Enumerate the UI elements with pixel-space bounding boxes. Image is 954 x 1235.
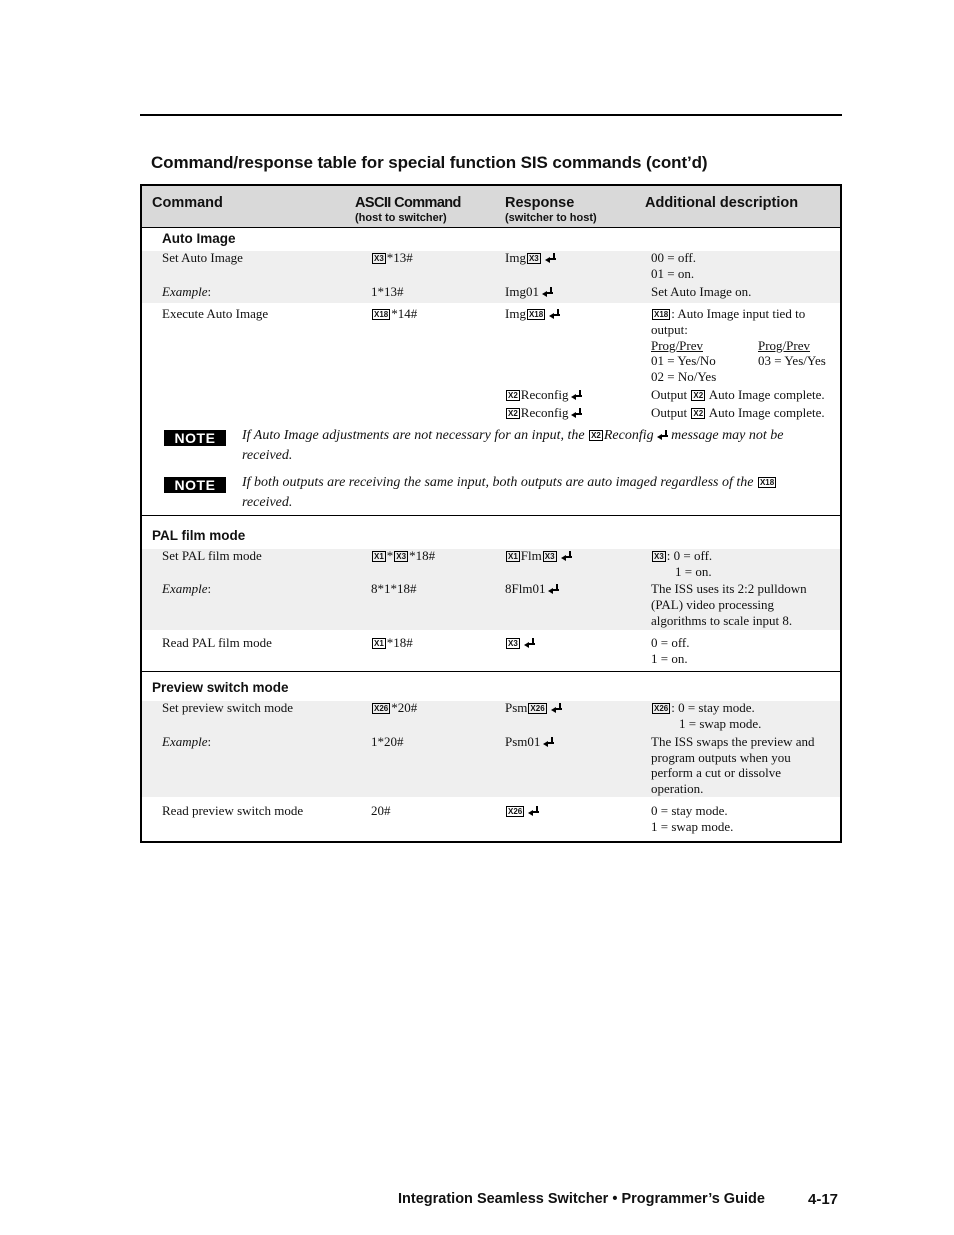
pal-example-response: 8Flm01 [505, 581, 559, 597]
footer-guide-title: Integration Seamless Switcher • Programmer’s Guide [398, 1191, 765, 1207]
read-pal-command: Read PAL film mode [162, 635, 272, 650]
header-response-sub: (switcher to host) [505, 212, 597, 224]
var-x18-box: X18 [654, 310, 669, 319]
psm-example-desc-1: The ISS swaps the preview and [651, 734, 815, 749]
set-pal-response: X1 Flm X3 [505, 548, 572, 564]
note-badge-2: NOTE [164, 477, 226, 493]
header-response: Response [505, 195, 575, 211]
set-pal-command: Set PAL film mode [162, 548, 262, 563]
set-pal-desc-2: 1 = on. [675, 564, 712, 579]
section-divider [142, 515, 840, 516]
psm-example-ascii: 1*20# [371, 734, 404, 749]
var-x2-box: X2 [693, 391, 704, 400]
var-x26-box: X26 [508, 807, 523, 816]
var-x3-box: X3 [528, 254, 539, 263]
var-x1-box: X1 [374, 552, 384, 561]
set-auto-image-desc-2: 01 = on. [651, 266, 695, 281]
return-icon [571, 390, 582, 399]
return-icon [571, 408, 582, 417]
pal-example-desc-2: (PAL) video processing [651, 597, 775, 612]
read-psm-response [505, 803, 539, 819]
set-pal-desc-1: X3 : 0 = off. [654, 548, 713, 563]
prog-prev-01: 01 = Yes/No [651, 353, 716, 368]
section-auto-image: Auto Image [162, 231, 236, 246]
execute-auto-image-desc-1: X18 : Auto Image input tied to [654, 306, 806, 321]
note-text-2: If both outputs are receiving the same input, both outputs are auto imaged regardless of the X18 received. [242, 475, 775, 510]
prog-prev-label-left: Prog/Prev [651, 338, 703, 353]
section-pal-film-mode: PAL film mode [152, 528, 246, 543]
return-icon [561, 551, 572, 560]
var-x2-box: X2 [508, 409, 518, 418]
var-x26-box: X26 [374, 704, 389, 713]
header-command: Command [152, 195, 223, 211]
set-psm-command: Set preview switch mode [162, 700, 294, 715]
execute-auto-image-response: Img X18 [505, 306, 560, 322]
return-icon [549, 309, 560, 318]
return-icon [524, 638, 535, 647]
var-x18-box: X18 [759, 478, 775, 487]
return-icon [542, 287, 553, 296]
set-psm-desc-2: 1 = swap mode. [679, 716, 762, 731]
prog-prev-03: 03 = Yes/Yes [758, 353, 826, 368]
var-x2-box: X2 [591, 431, 601, 440]
command-table [140, 184, 842, 843]
read-psm-command: Read preview switch mode [162, 803, 304, 818]
reconfig-response-2: X2 Reconfig [505, 405, 582, 421]
execute-auto-image-ascii: X18 *14# [374, 306, 418, 321]
return-icon [543, 737, 554, 746]
reconfig-response-1: X2 Reconfig [505, 387, 582, 403]
prog-prev-label-right: Prog/Prev [758, 338, 810, 353]
var-x3-box: X3 [374, 254, 384, 263]
set-auto-image-desc-1: 00 = off. [651, 250, 697, 265]
read-pal-response [505, 635, 535, 651]
return-icon [548, 584, 559, 593]
return-icon [657, 430, 668, 439]
page-number: 4-17 [808, 1191, 839, 1208]
note-badge-1: NOTE [164, 430, 226, 446]
var-x1-box: X1 [374, 639, 384, 648]
psm-example-desc-4: operation. [651, 781, 704, 796]
read-psm-ascii: 20# [371, 803, 391, 818]
section-divider [142, 671, 840, 672]
pal-example-desc-1: The ISS uses its 2:2 pulldown [651, 581, 807, 596]
read-pal-desc-2: 1 = on. [651, 651, 688, 666]
example-response: Img01 [505, 284, 553, 300]
var-x3-box: X3 [654, 552, 664, 561]
var-x2-box: X2 [508, 391, 518, 400]
var-x2-box: X2 [693, 409, 704, 418]
example-ascii: 1*13# [371, 284, 404, 299]
page-title: Command/response table for special function SIS commands (cont’d) [151, 153, 708, 172]
read-psm-desc-1: 0 = stay mode. [651, 803, 728, 818]
header-ascii: ASCII Command [355, 195, 461, 211]
var-x18-box: X18 [528, 310, 544, 319]
pal-example-desc-3: algorithms to scale input 8. [651, 613, 793, 628]
prog-prev-02: 02 = No/Yes [651, 369, 717, 384]
psm-example-desc-3: perform a cut or dissolve [651, 765, 781, 780]
read-pal-ascii: X1 *18# [374, 635, 413, 650]
set-auto-image-ascii: X3 *13# [374, 250, 413, 265]
set-auto-image-response: Img X3 [505, 250, 556, 266]
section-preview-switch-mode: Preview switch mode [152, 680, 289, 695]
psm-example-desc-2: program outputs when you [651, 750, 791, 765]
table-header [142, 186, 840, 228]
example-label: Example: [162, 284, 212, 299]
var-x26-box: X26 [530, 704, 545, 713]
execute-auto-image-command: Execute Auto Image [162, 306, 269, 321]
psm-example-label: Example: [162, 734, 212, 749]
var-x26-box: X26 [654, 704, 669, 713]
header-ascii-sub: (host to switcher) [355, 212, 447, 224]
pal-example-ascii: 8*1*18# [371, 581, 417, 596]
psm-example-response: Psm01 [505, 734, 554, 750]
var-x3-box: X3 [544, 552, 555, 561]
pal-example-label: Example: [162, 581, 212, 596]
read-psm-desc-2: 1 = swap mode. [651, 819, 734, 834]
header-description: Additional description [645, 195, 799, 211]
set-pal-ascii: X1 * X3 *18# [374, 548, 436, 563]
set-psm-desc-1: X26 : 0 = stay mode. [654, 700, 755, 715]
return-icon [551, 703, 562, 712]
reconfig-desc-1: Output X2 Auto Image complete. [651, 387, 825, 402]
var-x3-box: X3 [396, 552, 407, 561]
var-x3-box: X3 [508, 639, 518, 648]
execute-auto-image-desc-2: output: [651, 322, 688, 337]
return-icon [528, 806, 539, 815]
return-icon [545, 253, 556, 262]
top-rule [140, 114, 842, 116]
var-x18-box: X18 [374, 310, 389, 319]
example-desc: Set Auto Image on. [651, 284, 752, 299]
var-x1-box: X1 [508, 552, 518, 561]
set-auto-image-command: Set Auto Image [162, 250, 243, 265]
note-text-1: If Auto Image adjustments are not necessary for an input, the X2 Reconfig message may not be received. [242, 428, 784, 463]
set-psm-response: Psm X26 [505, 700, 562, 716]
reconfig-desc-2: Output X2 Auto Image complete. [651, 405, 825, 420]
set-psm-ascii: X26 *20# [374, 700, 418, 715]
read-pal-desc-1: 0 = off. [651, 635, 690, 650]
